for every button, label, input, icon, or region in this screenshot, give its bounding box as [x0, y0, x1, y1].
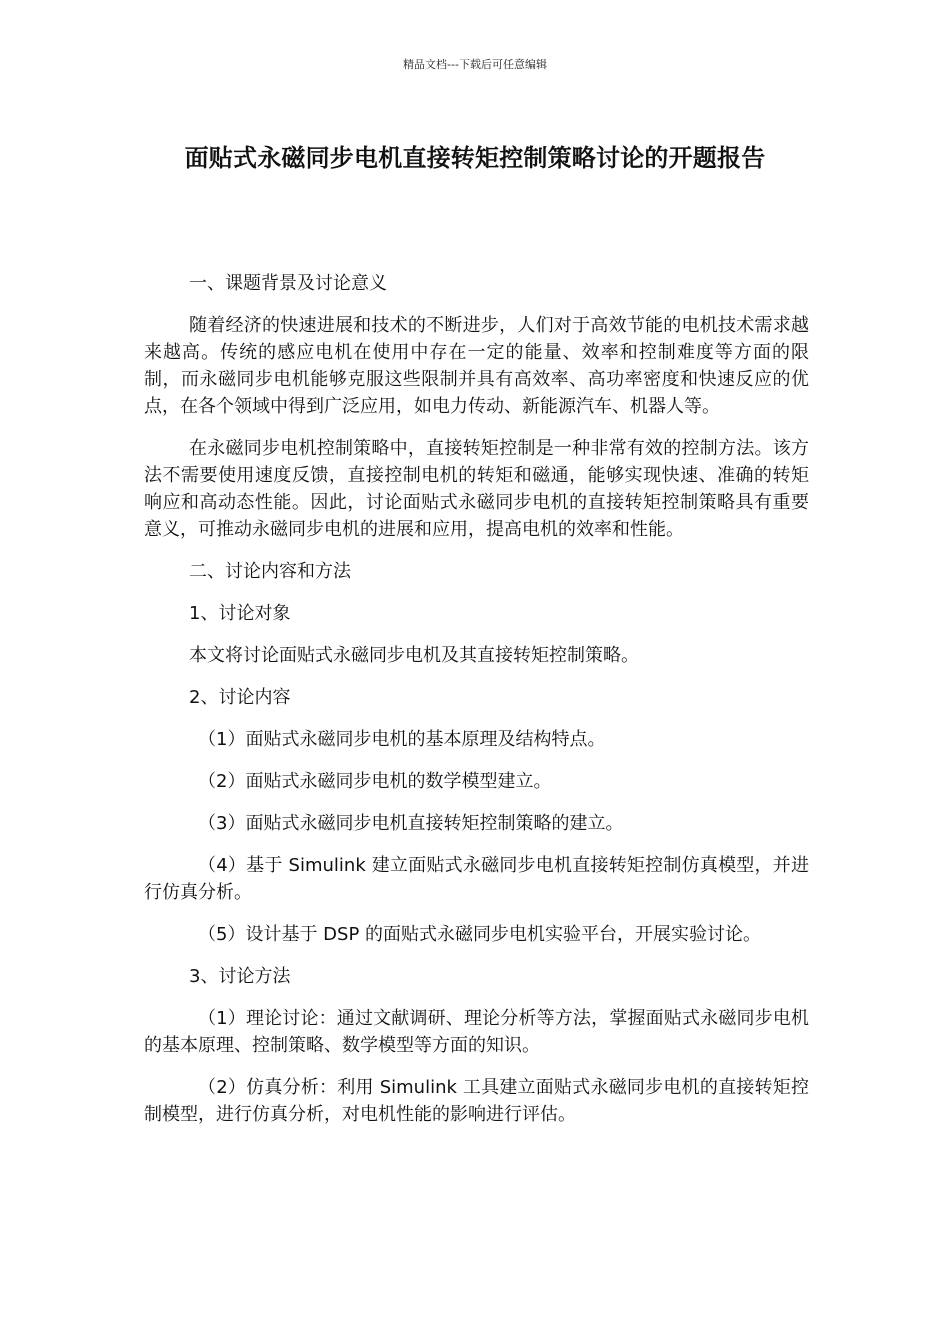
content-item: （2）面贴式永磁同步电机的数学模型建立。: [198, 771, 552, 792]
document-title: 面贴式永磁同步电机直接转矩控制策略讨论的开题报告: [184, 144, 766, 172]
header-note: 精品文档---下载后可任意编辑: [403, 58, 547, 71]
method-item: （1）理论讨论：通过文献调研、理论分析等方法，掌握面贴式永磁同步电机的基本原理、控制策略、数学模型等方面的知识。: [144, 1008, 809, 1056]
method-item: （2）仿真分析：利用 Simulink 工具建立面贴式永磁同步电机的直接转矩控制模型，进行仿真分析，对电机性能的影响进行评估。: [144, 1077, 809, 1125]
section-1-paragraph-1: 随着经济的快速进展和技术的不断进步，人们对于高效节能的电机技术需求越来越高。传统的感应电机在使用中存在一定的能量、效率和控制难度等方面的限制，而永磁同步电机能够克服这些限制并具有高效率、高功率密度和快速反应的优点，在各个领域中得到广泛应用，如电力传动、新能源汽车、机器人等。: [144, 315, 809, 417]
section-1-paragraph-2: 在永磁同步电机控制策略中，直接转矩控制是一种非常有效的控制方法。该方法不需要使用速度反馈，直接控制电机的转矩和磁通，能够实现快速、准确的转矩响应和高动态性能。因此，讨论面贴式永磁同步电机的直接转矩控制策略具有重要意义，可推动永磁同步电机的进展和应用，提高电机的效率和性能。: [144, 438, 809, 540]
subsection-3-heading: 3、讨论方法: [189, 966, 291, 987]
content-item: （4）基于 Simulink 建立面贴式永磁同步电机直接转矩控制仿真模型，并进行仿真分析。: [144, 855, 809, 903]
document-body: [144, 270, 809, 1143]
content-item: （1）面贴式永磁同步电机的基本原理及结构特点。: [198, 729, 606, 750]
section-2-heading: 二、讨论内容和方法: [189, 561, 351, 582]
content-item: （3）面贴式永磁同步电机直接转矩控制策略的建立。: [198, 813, 624, 834]
content-item: （5）设计基于 DSP 的面贴式永磁同步电机实验平台，开展实验讨论。: [198, 924, 762, 945]
subsection-1-text: 本文将讨论面贴式永磁同步电机及其直接转矩控制策略。: [189, 645, 639, 666]
subsection-2-heading: 2、讨论内容: [189, 687, 291, 708]
section-1-heading: 一、课题背景及讨论意义: [189, 273, 387, 294]
subsection-1-heading: 1、讨论对象: [189, 603, 291, 624]
